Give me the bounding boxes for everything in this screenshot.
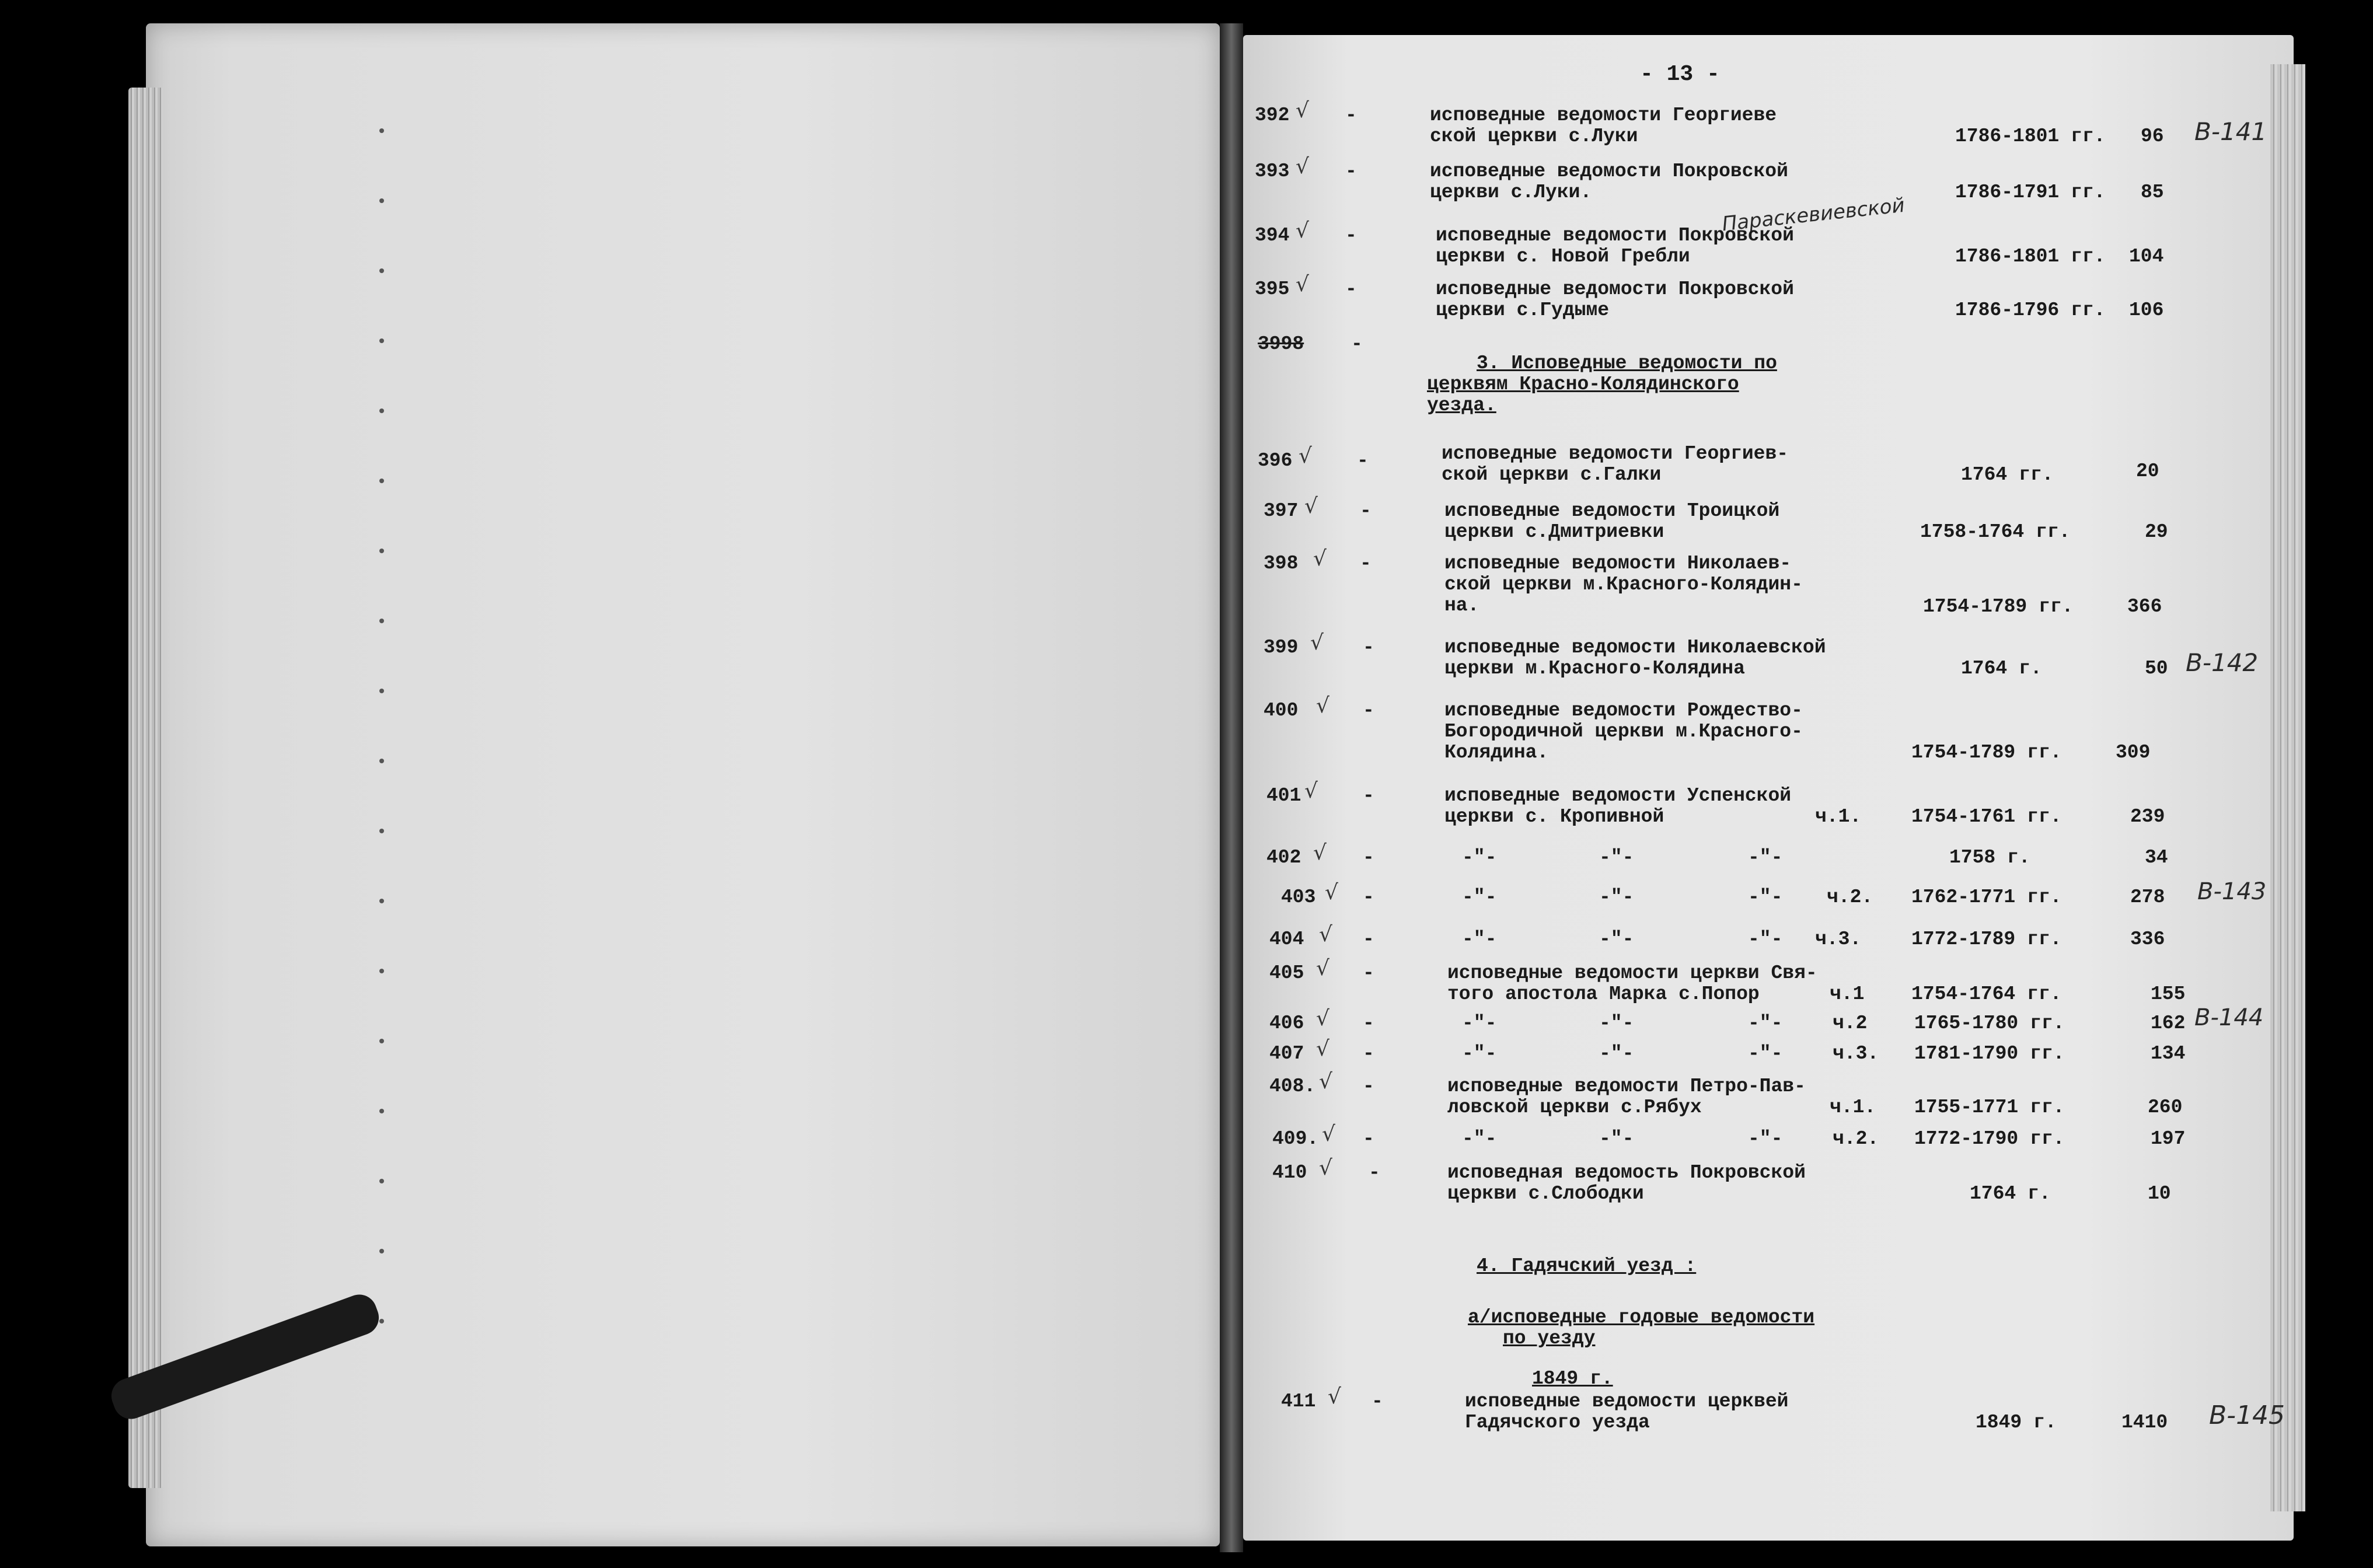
check-mark-icon: √ (1319, 1070, 1332, 1094)
entry-count: 106 (2129, 299, 2164, 321)
right-page-edge (2270, 64, 2305, 1511)
section-heading: церквям Красно-Колядинского (1427, 373, 1739, 395)
check-mark-icon: √ (1296, 99, 1309, 123)
entry-description: исповедные ведомости Николаев- (1444, 553, 1792, 574)
entry-count: 1410 (2121, 1412, 2168, 1433)
dash: - (1360, 553, 1372, 574)
entry-description: того апостола Марка с.Попор (1447, 983, 1760, 1005)
check-mark-icon: √ (1310, 631, 1324, 655)
entry-part: ч.2. (1827, 886, 1873, 908)
entry-years: 1762-1771 гг. (1911, 886, 2062, 908)
entry-number: 403 (1281, 886, 1316, 908)
entry-years: 1772-1790 гг. (1914, 1128, 2065, 1150)
entry-number: 408. (1269, 1075, 1316, 1097)
check-mark-icon: √ (1316, 1007, 1329, 1031)
entry-years: 1754-1761 гг. (1911, 806, 2062, 827)
dash: - (1363, 637, 1374, 658)
entry-years: 1786-1801 гг. (1955, 246, 2106, 267)
check-mark-icon: √ (1328, 1385, 1341, 1409)
check-mark-icon: √ (1316, 1037, 1329, 1061)
dash: - (1345, 278, 1357, 300)
entry-number: 398 (1264, 553, 1299, 574)
entry-count: 10 (2148, 1183, 2171, 1204)
entry-description: исповедные ведомости Покровской (1436, 225, 1794, 246)
entry-description: на. (1444, 595, 1479, 616)
dash: - (1345, 225, 1357, 246)
entry-number: 392 (1255, 104, 1290, 126)
entry-years: 1758 г. (1949, 847, 2030, 868)
section-heading: уезда. (1427, 394, 1496, 416)
entry-number: 397 (1264, 500, 1299, 522)
entry-count: 336 (2130, 928, 2165, 950)
ditto-mark: -"- (1748, 928, 1783, 950)
entry-years: 1764 гг. (1961, 464, 2054, 486)
entry-number: 394 (1255, 225, 1290, 246)
archive-code: В-141 (2194, 117, 2267, 146)
entry-years: 1786-1801 гг. (1955, 125, 2106, 147)
check-mark-icon: √ (1299, 444, 1312, 468)
struck-entry-number: 3998 (1258, 333, 1304, 355)
check-mark-icon: √ (1319, 1156, 1332, 1180)
entry-description: церкви с.Гудыме (1436, 299, 1610, 321)
ditto-mark: -"- (1462, 886, 1497, 908)
dash: - (1363, 928, 1374, 950)
entry-description: исповедные ведомости Рождество- (1444, 700, 1803, 721)
archive-code: В-143 (2197, 878, 2267, 905)
check-mark-icon: √ (1304, 779, 1318, 803)
entry-count: 309 (2116, 742, 2151, 763)
entry-description: исповедные ведомости Покровской (1430, 160, 1788, 182)
section-heading: 4. Гадячский уезд : (1477, 1255, 1697, 1277)
entry-description: исповедные ведомости Георгиев- (1442, 443, 1789, 465)
dash: - (1363, 847, 1374, 868)
entry-part: ч.1. (1830, 1096, 1876, 1118)
ditto-mark: -"- (1748, 1128, 1783, 1150)
entry-description: исповедные ведомости Успенской (1444, 785, 1792, 806)
subsection-heading: по уезду (1503, 1328, 1596, 1349)
entry-description: исповедные ведомости Троицкой (1444, 500, 1780, 522)
dash: - (1372, 1391, 1383, 1412)
check-mark-icon: √ (1316, 956, 1329, 980)
entry-years: 1765-1780 гг. (1914, 1012, 2065, 1034)
entry-count: 29 (2145, 521, 2168, 543)
section-heading: 3. Исповедные ведомости по (1477, 352, 1777, 374)
check-mark-icon: √ (1316, 694, 1329, 718)
entry-years: 1786-1796 гг. (1955, 299, 2106, 321)
entry-description: церкви с.Луки. (1430, 181, 1592, 203)
ditto-mark: -"- (1748, 1043, 1783, 1064)
dash: - (1369, 1162, 1380, 1183)
entry-description: церкви с. Кропивной (1444, 806, 1664, 827)
ditto-mark: -"- (1462, 928, 1497, 950)
ditto-mark: -"- (1599, 928, 1634, 950)
entry-description: Гадячского уезда (1465, 1412, 1650, 1433)
entry-count: 20 (2136, 460, 2159, 482)
entry-description: исповедные ведомости Покровской (1436, 278, 1794, 300)
entry-years: 1772-1789 гг. (1911, 928, 2062, 950)
entry-count: 50 (2145, 658, 2168, 679)
entry-part: ч.3. (1833, 1043, 1879, 1064)
entry-description: ской церкви с.Луки (1430, 125, 1638, 147)
ditto-mark: -"- (1462, 1128, 1497, 1150)
entry-count: 278 (2130, 886, 2165, 908)
check-mark-icon: √ (1296, 273, 1309, 296)
entry-number: 402 (1266, 847, 1301, 868)
entry-part: ч.3. (1815, 928, 1862, 950)
dash: - (1360, 500, 1372, 522)
entry-number: 396 (1258, 450, 1293, 472)
ditto-mark: -"- (1599, 1128, 1634, 1150)
dash: - (1363, 886, 1374, 908)
dash: - (1363, 700, 1374, 721)
entry-count: 104 (2129, 246, 2164, 267)
dash: - (1363, 1075, 1374, 1097)
entry-part: ч.1 (1830, 983, 1865, 1005)
entry-description: церкви с.Дмитриевки (1444, 521, 1664, 543)
entry-description: ской церкви с.Галки (1442, 464, 1662, 486)
entry-number: 407 (1269, 1043, 1304, 1064)
check-mark-icon: √ (1322, 1122, 1335, 1146)
ditto-mark: -"- (1599, 886, 1634, 908)
entry-years: 1754-1789 гг. (1923, 596, 2074, 617)
entry-count: 162 (2151, 1012, 2186, 1034)
dash: - (1363, 1012, 1374, 1034)
entry-count: 239 (2130, 806, 2165, 827)
entry-part: ч.1. (1815, 806, 1862, 827)
entry-description: церкви с. Новой Гребли (1436, 246, 1690, 267)
entry-description: ской церкви м.Красного-Колядин- (1444, 574, 1803, 595)
check-mark-icon: √ (1319, 923, 1332, 947)
entry-years: 1849 г. (1976, 1412, 2057, 1433)
ditto-mark: -"- (1462, 847, 1497, 868)
entry-number: 401 (1266, 785, 1301, 806)
ditto-mark: -"- (1599, 847, 1634, 868)
subsection-heading: а/исповедные годовые ведомости (1468, 1307, 1815, 1328)
entry-count: 96 (2141, 125, 2164, 147)
entry-count: 155 (2151, 983, 2186, 1005)
entry-years: 1755-1771 гг. (1914, 1096, 2065, 1118)
ditto-mark: -"- (1748, 886, 1783, 908)
book-gutter (1220, 23, 1243, 1552)
binding-holes (379, 128, 391, 1354)
dash: - (1357, 450, 1369, 472)
entry-description: ловской церкви с.Рябух (1447, 1096, 1702, 1118)
ditto-mark: -"- (1748, 1012, 1783, 1034)
entry-number: 410 (1272, 1162, 1307, 1183)
entry-description: исповедные ведомости Николаевской (1444, 637, 1826, 658)
archive-code: В-144 (2194, 1004, 2264, 1031)
ditto-mark: -"- (1599, 1012, 1634, 1034)
left-page-edge (128, 88, 163, 1488)
entry-count: 197 (2151, 1128, 2186, 1150)
page-number: - 13 - (1640, 62, 1720, 87)
entry-count: 366 (2127, 596, 2162, 617)
entry-description: церкви с.Слободки (1447, 1183, 1644, 1204)
entry-description: церкви м.Красного-Колядина (1444, 658, 1745, 679)
dash: - (1363, 785, 1374, 806)
entry-description: исповедные ведомости Петро-Пав- (1447, 1075, 1806, 1097)
ditto-mark: -"- (1599, 1043, 1634, 1064)
dash: - (1363, 962, 1374, 984)
entry-count: 260 (2148, 1096, 2183, 1118)
entry-number: 404 (1269, 928, 1304, 950)
entry-number: 411 (1281, 1391, 1316, 1412)
entry-description: исповедные ведомости Георгиеве (1430, 104, 1777, 126)
dash: - (1363, 1128, 1374, 1150)
ditto-mark: -"- (1748, 847, 1783, 868)
entry-number: 399 (1264, 637, 1299, 658)
entry-years: 1781-1790 гг. (1914, 1043, 2065, 1064)
entry-number: 406 (1269, 1012, 1304, 1034)
ditto-mark: -"- (1462, 1043, 1497, 1064)
entry-years: 1764 г. (1961, 658, 2042, 679)
entry-years: 1754-1789 гг. (1911, 742, 2062, 763)
entry-part: ч.2 (1833, 1012, 1868, 1034)
dash: - (1345, 104, 1357, 126)
entry-description: исповедные ведомости церквей (1465, 1391, 1789, 1412)
handwritten-annotation: Параскевиевской (1721, 193, 1906, 236)
check-mark-icon: √ (1313, 841, 1327, 865)
dash: - (1363, 1043, 1374, 1064)
entry-count: 85 (2141, 181, 2164, 203)
entry-number: 405 (1269, 962, 1304, 984)
check-mark-icon: √ (1313, 547, 1327, 571)
entry-number: 393 (1255, 160, 1290, 182)
entry-number: 400 (1264, 700, 1299, 721)
entry-description: Богородичной церкви м.Красного- (1444, 721, 1803, 742)
archive-code: В-142 (2186, 648, 2259, 677)
ditto-mark: -"- (1462, 1012, 1497, 1034)
entry-number: 409. (1272, 1128, 1319, 1150)
entry-description: Колядина. (1444, 742, 1549, 763)
entry-years: 1764 г. (1970, 1183, 2051, 1204)
check-mark-icon: √ (1296, 155, 1309, 179)
entry-part: ч.2. (1833, 1128, 1879, 1150)
entry-number: 395 (1255, 278, 1290, 300)
entry-description: исповедные ведомости церкви Свя- (1447, 962, 1817, 984)
entry-count: 134 (2151, 1043, 2186, 1064)
entry-years: 1758-1764 гг. (1920, 521, 2071, 543)
entry-years: 1754-1764 гг. (1911, 983, 2062, 1005)
archive-code: В-145 (2209, 1401, 2285, 1430)
entry-count: 34 (2145, 847, 2168, 868)
dash: - (1351, 333, 1363, 355)
dash: - (1345, 160, 1357, 182)
entry-years: 1786-1791 гг. (1955, 181, 2106, 203)
check-mark-icon: √ (1296, 219, 1309, 243)
entry-description: исповедная ведомость Покровской (1447, 1162, 1806, 1183)
check-mark-icon: √ (1325, 881, 1338, 905)
year-heading: 1849 г. (1532, 1368, 1613, 1389)
check-mark-icon: √ (1304, 494, 1318, 518)
